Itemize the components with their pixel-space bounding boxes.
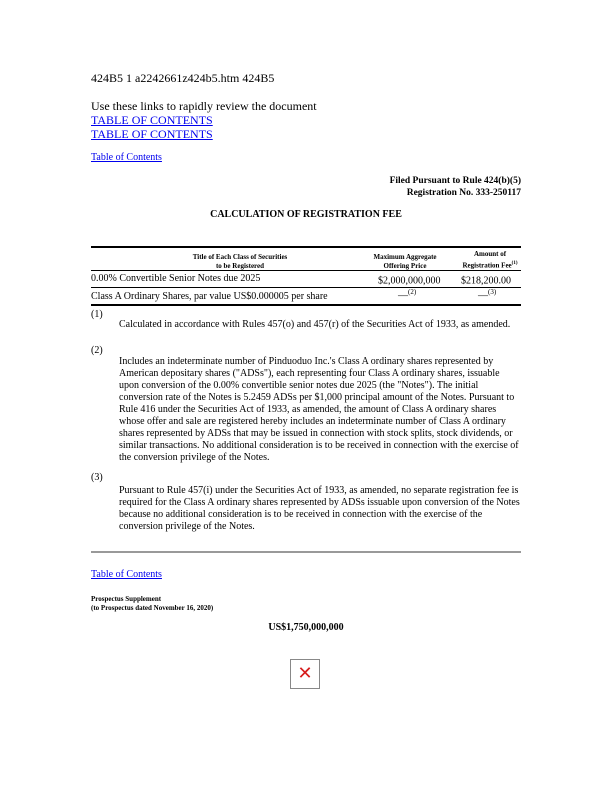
row-2-price: —$^{(2)}$	[398, 288, 417, 302]
header-registration-fee: Amount of Registration Fee$^{(1)}$	[462, 250, 518, 270]
footnote-text: Includes an indeterminate number of Pinduoduo Inc.'s Class A ordinary shares represented by American depositary shares ("ADSs"), each representing four Class A ordinary shares, issuable upon conversion of the 0.00% convertible senior notes due 2025 (the "Notes"). The initial conversion rate of the Notes is 5.2459 ADSs per $1,000 principal amount of the Notes. Pursuant to Rule 416 under the Securities Act of 1933, as amended, the amount of Class A ordinary shares whose offer and sale are registered hereby includes an indeterminate number of Class A ordinary shares represented by ADSs that may be issued in connection with stock splits, stock dividends, or similar transactions. No additional consideration is to be received in connection with the exercise of the conversion privilege of the Notes.	[119, 356, 519, 463]
broken-image-icon: ✕	[290, 659, 320, 689]
footnote-text: Pursuant to Rule 457(i) under the Securities Act of 1933, as amended, no separate registration fee is required for the Class A ordinary shares represented by ADSs issuable upon conversion of the Notes because no additional consideration is to be received in connection with the exercise of the conversion privilege of the Notes.	[119, 485, 520, 532]
filed-pursuant: Filed Pursuant to Rule 424(b)(5)	[389, 176, 521, 186]
footnote-number: (3)	[91, 472, 103, 483]
footnote-number: (2)	[91, 345, 103, 356]
prospectus-supplement-heading: Prospectus Supplement (to Prospectus dated November 16, 2020)	[91, 595, 214, 612]
toc-link-top-1[interactable]: TABLE OF CONTENTS	[91, 113, 213, 127]
row-2-title: Class A Ordinary Shares, par value US$0.000005 per share	[91, 291, 328, 302]
footnote-number: (1)	[91, 309, 103, 320]
review-text: Use these links to rapidly review the document	[91, 99, 317, 113]
section-separator	[91, 551, 521, 553]
header-max-offering-price: Maximum Aggregate Offering Price	[373, 253, 437, 270]
toc-link-top-2[interactable]: TABLE OF CONTENTS	[91, 127, 213, 141]
row-1-title: 0.00% Convertible Senior Notes due 2025	[91, 273, 261, 284]
fee-table-title: CALCULATION OF REGISTRATION FEE	[210, 209, 402, 220]
footnote-text: Calculated in accordance with Rules 457(o) and 457(r) of the Securities Act of 1933, as amended.	[119, 319, 511, 330]
table-top-rule	[91, 246, 521, 248]
header-title-of-class: Title of Each Class of Securities to be Registered	[192, 253, 288, 270]
toc-link-small[interactable]: Table of Contents	[91, 152, 162, 163]
row-2-fee: —$^{(3)}$	[478, 288, 497, 302]
file-line: 424B5 1 a2242661z424b5.htm 424B5	[91, 71, 275, 85]
row-1-price: $2,000,000,000	[378, 275, 441, 287]
toc-link-bottom[interactable]: Table of Contents	[91, 569, 162, 580]
table-header-rule	[91, 270, 521, 271]
registration-number: Registration No. 333-250117	[406, 188, 521, 198]
row-1-fee: $218,200.00	[461, 275, 511, 287]
table-bottom-rule	[91, 304, 521, 306]
table-row-rule	[91, 287, 521, 288]
filing-info	[390, 175, 521, 199]
offering-amount: US$1,750,000,000	[268, 622, 344, 633]
